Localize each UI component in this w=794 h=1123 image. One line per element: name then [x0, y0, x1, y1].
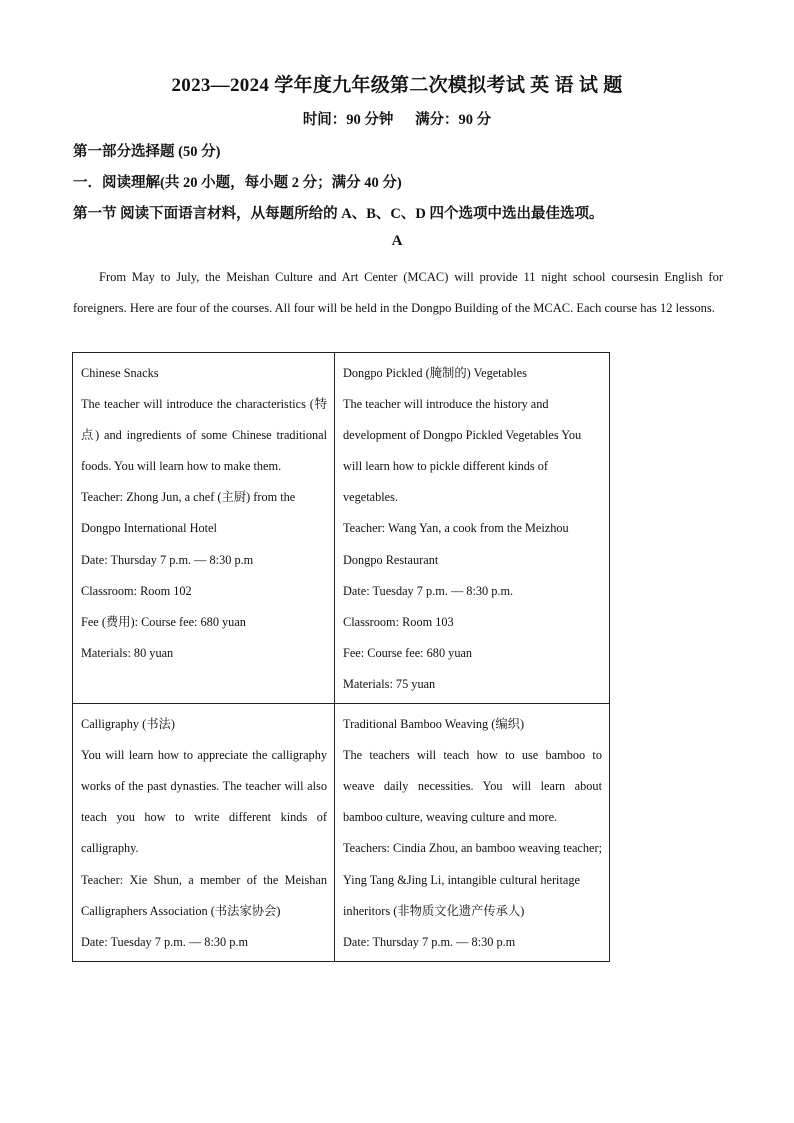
course-teacher: Teacher: Zhong Jun, a chef (主厨) from the Dongpo International Hotel: [81, 490, 296, 536]
table-row: [73, 353, 610, 704]
courses-table: [72, 352, 610, 962]
part-heading: 第一部分选择题 (50 分): [73, 144, 221, 160]
course-date: Date: Thursday 7 p.m. — 8:30 p.m: [343, 934, 516, 949]
course-date: Date: Tuesday 7 p.m. — 8:30 p.m: [81, 934, 249, 949]
table-row: [73, 704, 610, 962]
course-cell-chinese-snacks: [73, 353, 335, 704]
course-teacher: Teacher: Xie Shun, a member of the Meishan Calligraphers Association (书法家协会): [81, 872, 327, 918]
course-fee: Fee: Course fee: 680 yuan: [343, 645, 473, 660]
exam-score: 满分：90 分: [415, 112, 492, 128]
course-date: Date: Thursday 7 p.m. — 8:30 p.m: [81, 552, 254, 567]
course-cell-calligraphy: [73, 704, 335, 962]
course-description: The teacher will introduce the characteristics (特点) and ingredients of some Chinese traditional foods. You will learn how to make them.: [81, 397, 327, 474]
course-classroom: Classroom: Room 103: [343, 614, 454, 629]
course-fee: Fee (费用): Course fee: 680 yuan: [81, 614, 246, 629]
course-name: Dongpo Pickled (腌制的) Vegetables: [343, 366, 527, 380]
course-materials: Materials: 75 yuan: [343, 676, 436, 691]
course-cell-bamboo-weaving: [335, 704, 610, 962]
course-description: The teachers will teach how to use bamboo to weave daily necessities. You will learn about bamboo culture, weaving culture and more.: [343, 748, 602, 825]
exam-time: 时间：90 分钟: [302, 112, 394, 128]
course-description: The teacher will introduce the history and development of Dongpo Pickled Vegetables You will learn how to pickle different kinds of vegetables.: [343, 397, 582, 505]
passage-intro: From May to July, the Meishan Culture and Art Center (MCAC) will provide 11 night school coursesin English for foreigners. Here are four of the courses. All four will be held in the Dongpo Building of the MCAC. Each course has 12 lessons.: [73, 270, 723, 315]
course-teacher: Teacher: Wang Yan, a cook from the Meizhou Dongpo Restaurant: [343, 521, 569, 567]
passage-label: A: [391, 233, 403, 249]
instruction-heading: 第一节 阅读下面语言材料，从每题所给的 A、B、C、D 四个选项中选出最佳选项。: [73, 206, 604, 222]
course-classroom: Classroom: Room 102: [81, 583, 192, 598]
exam-title: 2023—2024 学年度九年级第二次模拟考试 英 语 试 题: [171, 75, 623, 96]
course-materials: Materials: 80 yuan: [81, 645, 174, 660]
course-name: Calligraphy (书法): [81, 717, 175, 732]
course-teacher: Teachers: Cindia Zhou, an bamboo weaving teacher; Ying Tang &Jing Li, intangible cultural heritage inheritors (非物质文化遗产传承人): [343, 841, 602, 918]
course-description: You will learn how to appreciate the calligraphy works of the past dynasties. The teacher will also teach you how to write different kinds of calligraphy.: [81, 748, 327, 856]
course-date: Date: Tuesday 7 p.m. — 8:30 p.m.: [343, 583, 514, 598]
reading-heading: 一．阅读理解(共 20 小题，每小题 2 分；满分 40 分): [73, 175, 402, 191]
course-name: Chinese Snacks: [81, 366, 159, 380]
course-cell-pickled-vegetables: [335, 353, 610, 704]
course-name: Traditional Bamboo Weaving (编织): [343, 717, 525, 732]
exam-info: [0, 108, 794, 129]
